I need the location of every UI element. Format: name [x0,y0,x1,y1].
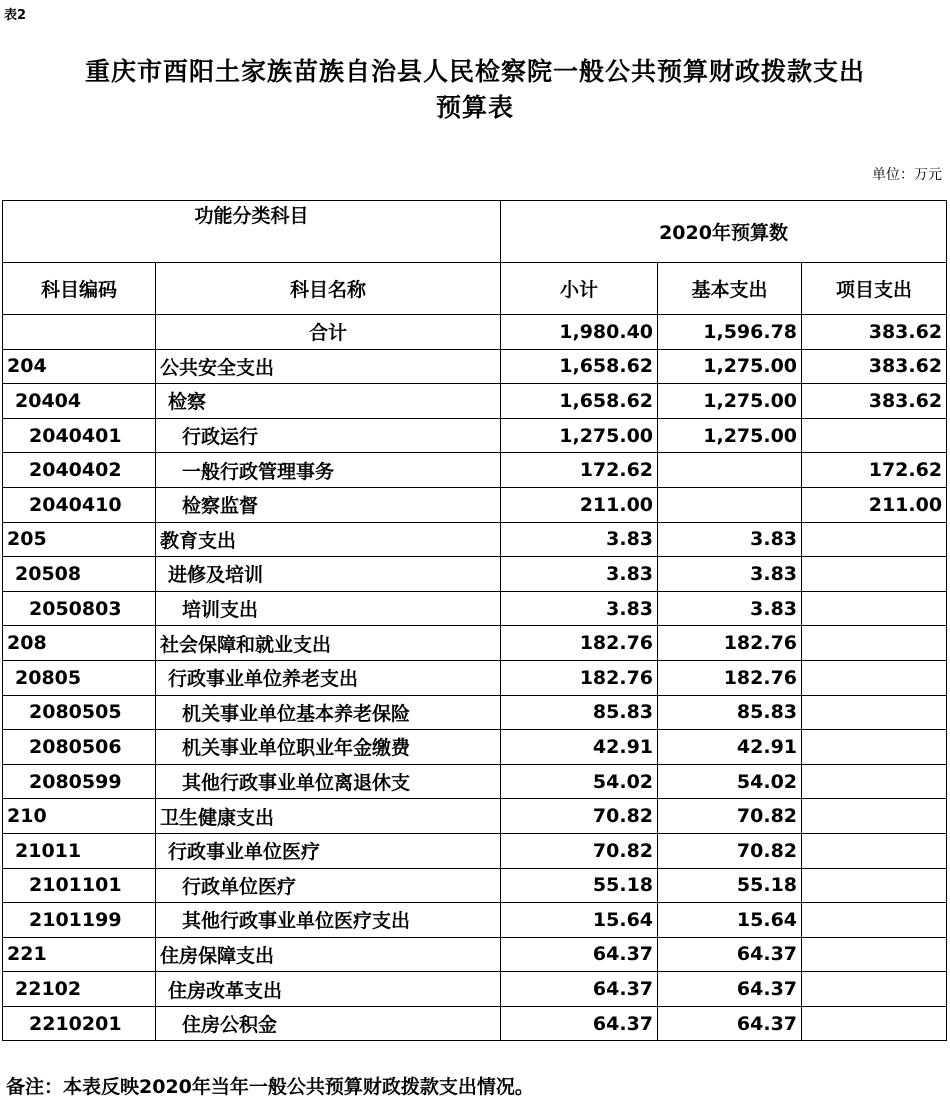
header-name: 科目名称 [156,263,501,315]
row-project [802,557,947,592]
row-project: 383.62 [802,315,947,350]
row-basic: 64.37 [658,1006,802,1041]
row-project [802,730,947,765]
row-subtotal: 1,658.62 [501,384,658,419]
row-basic: 3.83 [658,522,802,557]
row-basic: 1,275.00 [658,384,802,419]
table-row [3,418,947,453]
row-code: 2040410 [3,487,156,522]
row-code [3,315,156,350]
row-code: 208 [3,626,156,661]
table-row [3,315,947,350]
header-row-1 [3,201,947,263]
row-basic [658,453,802,488]
row-subtotal: 55.18 [501,868,658,903]
row-name: 卫生健康支出 [156,799,501,834]
footnote: 备注：本表反映2020年当年一般公共预算财政拨款支出情况。 [6,1076,534,1098]
row-name: 住房改革支出 [156,972,501,1007]
row-name: 其他行政事业单位医疗支出 [156,903,501,938]
table-row [3,591,947,626]
unit-label: 单位：万元 [872,167,942,183]
row-project: 383.62 [802,349,947,384]
row-code: 2101101 [3,868,156,903]
row-code: 20404 [3,384,156,419]
row-basic: 182.76 [658,626,802,661]
row-subtotal: 15.64 [501,903,658,938]
row-name: 住房公积金 [156,1006,501,1041]
row-basic: 1,275.00 [658,418,802,453]
row-project [802,1006,947,1041]
row-project [802,626,947,661]
table-row [3,695,947,730]
row-subtotal: 3.83 [501,591,658,626]
row-code: 210 [3,799,156,834]
row-basic: 1,596.78 [658,315,802,350]
row-code: 221 [3,937,156,972]
row-code: 2040401 [3,418,156,453]
header-func-category: 功能分类科目 [3,201,501,263]
row-name: 进修及培训 [156,557,501,592]
table-row [3,1006,947,1041]
header-basic: 基本支出 [658,263,802,315]
row-name: 培训支出 [156,591,501,626]
table-row [3,730,947,765]
row-code: 2210201 [3,1006,156,1041]
title-line-2: 预算表 [435,93,514,122]
row-subtotal: 182.76 [501,660,658,695]
row-name: 合计 [156,315,501,350]
table-number-label: 表2 [4,8,27,23]
row-project: 172.62 [802,453,947,488]
table-row [3,868,947,903]
row-name: 检察 [156,384,501,419]
row-basic: 1,275.00 [658,349,802,384]
row-code: 20508 [3,557,156,592]
row-code: 2040402 [3,453,156,488]
row-code: 2080505 [3,695,156,730]
header-code: 科目编码 [3,263,156,315]
row-subtotal: 64.37 [501,1006,658,1041]
table-row [3,903,947,938]
row-project [802,695,947,730]
row-code: 2080599 [3,764,156,799]
header-project: 项目支出 [802,263,947,315]
table-row [3,384,947,419]
row-basic: 70.82 [658,799,802,834]
budget-table [2,200,947,1041]
row-subtotal: 211.00 [501,487,658,522]
title-line-1: 重庆市酉阳土家族苗族自治县人民检察院一般公共预算财政拨款支出 [84,57,865,86]
row-code: 2101199 [3,903,156,938]
table-row [3,626,947,661]
row-name: 检察监督 [156,487,501,522]
row-project [802,522,947,557]
row-project [802,833,947,868]
row-subtotal: 3.83 [501,522,658,557]
row-basic: 64.37 [658,937,802,972]
row-code: 21011 [3,833,156,868]
table-row [3,522,947,557]
row-subtotal: 1,980.40 [501,315,658,350]
header-row-2 [3,263,947,315]
row-code: 20805 [3,660,156,695]
row-project [802,903,947,938]
table-row [3,937,947,972]
row-subtotal: 172.62 [501,453,658,488]
row-name: 行政单位医疗 [156,868,501,903]
row-basic: 182.76 [658,660,802,695]
row-project [802,972,947,1007]
row-project [802,937,947,972]
row-basic: 85.83 [658,695,802,730]
row-project [802,418,947,453]
row-subtotal: 54.02 [501,764,658,799]
table-row [3,764,947,799]
row-basic: 55.18 [658,868,802,903]
row-project [802,764,947,799]
row-basic: 15.64 [658,903,802,938]
row-project [802,591,947,626]
row-basic: 70.82 [658,833,802,868]
row-basic: 3.83 [658,591,802,626]
row-name: 行政运行 [156,418,501,453]
row-subtotal: 64.37 [501,937,658,972]
row-name: 行政事业单位医疗 [156,833,501,868]
row-name: 公共安全支出 [156,349,501,384]
row-code: 2050803 [3,591,156,626]
row-name: 其他行政事业单位离退休支 [156,764,501,799]
row-subtotal: 64.37 [501,972,658,1007]
row-name: 社会保障和就业支出 [156,626,501,661]
row-code: 2080506 [3,730,156,765]
row-subtotal: 1,658.62 [501,349,658,384]
row-basic: 3.83 [658,557,802,592]
row-code: 204 [3,349,156,384]
row-name: 住房保障支出 [156,937,501,972]
row-basic: 54.02 [658,764,802,799]
row-code: 22102 [3,972,156,1007]
page-title [0,54,950,126]
table-row [3,660,947,695]
row-name: 行政事业单位养老支出 [156,660,501,695]
row-project [802,799,947,834]
row-subtotal: 70.82 [501,833,658,868]
header-subtotal: 小计 [501,263,658,315]
row-basic: 42.91 [658,730,802,765]
row-code: 205 [3,522,156,557]
header-year-budget: 2020年预算数 [501,201,947,263]
row-basic [658,487,802,522]
row-name: 一般行政管理事务 [156,453,501,488]
table-row [3,833,947,868]
row-name: 教育支出 [156,522,501,557]
row-name: 机关事业单位基本养老保险 [156,695,501,730]
table-row [3,557,947,592]
row-subtotal: 70.82 [501,799,658,834]
row-subtotal: 85.83 [501,695,658,730]
table-row [3,972,947,1007]
table-row [3,453,947,488]
row-subtotal: 3.83 [501,557,658,592]
row-subtotal: 182.76 [501,626,658,661]
row-subtotal: 42.91 [501,730,658,765]
row-project: 383.62 [802,384,947,419]
table-row [3,799,947,834]
row-name: 机关事业单位职业年金缴费 [156,730,501,765]
row-basic: 64.37 [658,972,802,1007]
table-row [3,349,947,384]
row-subtotal: 1,275.00 [501,418,658,453]
row-project: 211.00 [802,487,947,522]
table-row [3,487,947,522]
row-project [802,868,947,903]
row-project [802,660,947,695]
